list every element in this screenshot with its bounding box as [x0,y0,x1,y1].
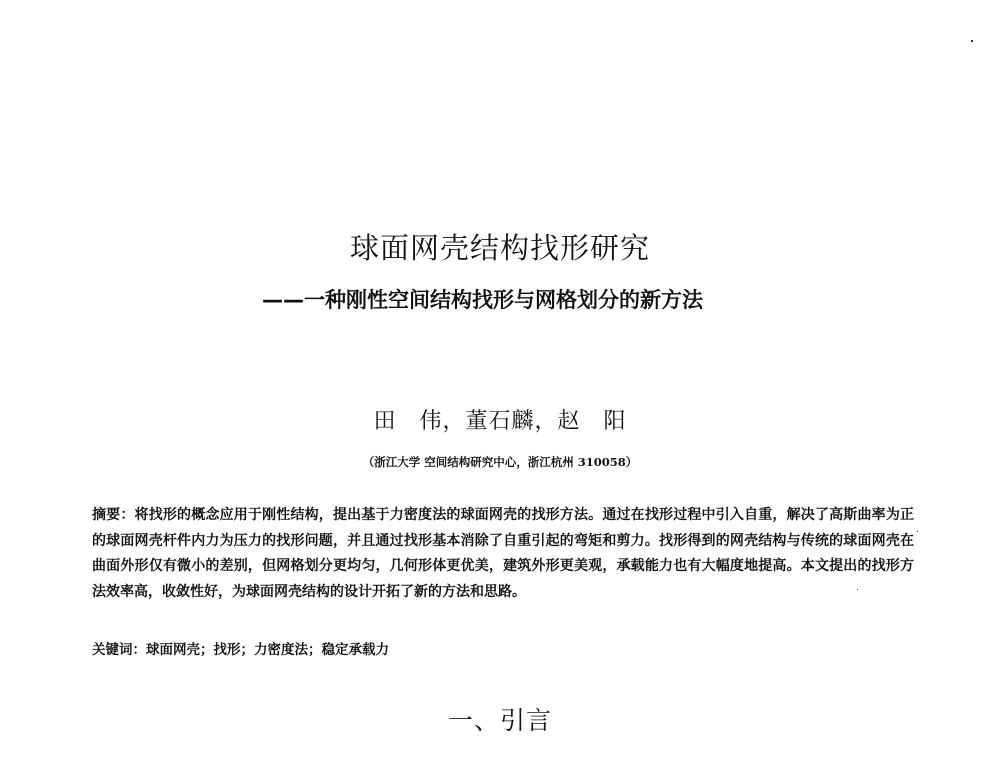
paper-subtitle: ——一种刚性空间结构找形与网格划分的新方法 [262,288,703,312]
abstract-text: 将找形的概念应用于刚性结构，提出基于力密度法的球面网壳的找形方法。通过在找形过程中引入自重，解决了高斯曲率为正的球面网壳杆件内力为压力的找形问题，并且通过找形基本消除了自重引起的弯矩和剪力。找形得到的网壳结构与传统的球面网壳在曲面外形仅有微小的差别，但网格划分更均匀，几何形体更优美，建筑外形更美观，承载能力也有大幅度地提高。本文提出的找形方法效率高，收敛性好，为球面网壳结构的设计开拓了新的方法和思路。 [92,507,915,600]
paper-affiliation: （浙江大学 空间结构研究中心，浙江杭州 310058） [362,455,638,469]
paper-title: 球面网壳结构找形研究 [349,231,650,265]
keywords-label: 关键词： [92,642,146,658]
scan-speck [857,589,858,590]
paper-authors: 田 伟，董石麟，赵 阳 [373,409,627,434]
abstract-paragraph [92,503,914,605]
keywords-line [92,638,914,658]
abstract-label: 摘要： [92,507,135,523]
section-heading-introduction: 一、引言 [447,706,552,735]
keywords-text: 球面网壳；找形；力密度法；稳定承载力 [146,642,389,658]
scan-speck [971,40,973,42]
scan-speck [917,531,918,532]
